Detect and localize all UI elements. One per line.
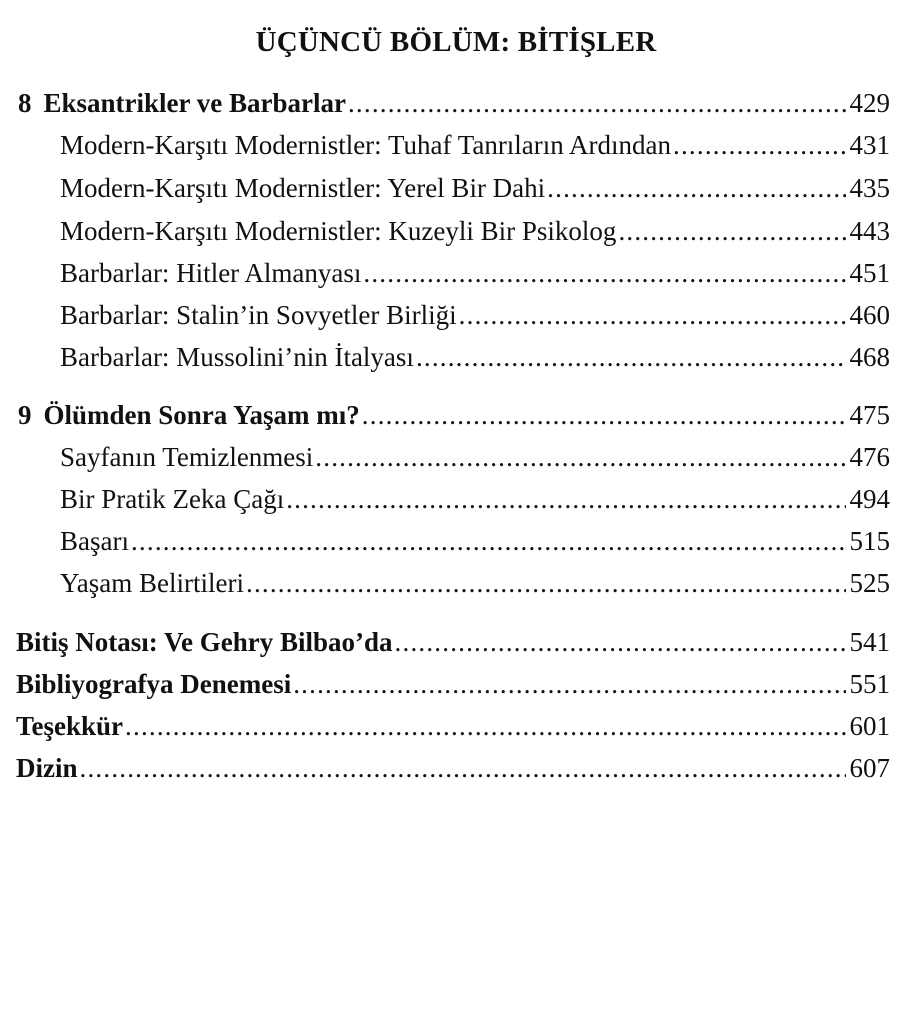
section-page-number: 476 [849, 442, 890, 472]
dot-leader [315, 437, 845, 477]
dot-leader [673, 125, 845, 165]
back-matter-title: Bibliyografya Denemesi [16, 669, 292, 699]
chapter-title: Eksantrikler ve Barbarlar [43, 88, 346, 118]
toc-section[interactable] [60, 211, 890, 251]
dot-leader [618, 211, 845, 251]
back-matter-page-number: 601 [849, 711, 890, 741]
section-title: Bir Pratik Zeka Çağı [60, 484, 285, 514]
section-title: Sayfanın Temizlenmesi [60, 442, 314, 472]
section-title: Barbarlar: Mussolini’nin İtalyası [60, 342, 414, 372]
toc-section[interactable] [60, 295, 890, 335]
dot-leader [246, 563, 846, 603]
back-matter-title: Bitiş Notası: Ve Gehry Bilbao’da [16, 627, 393, 657]
section-page-number: 443 [849, 216, 890, 246]
toc-section[interactable] [60, 437, 890, 477]
section-page-number: 494 [849, 484, 890, 514]
toc-section[interactable] [60, 168, 890, 208]
chapter-page-number: 429 [849, 88, 890, 118]
dot-leader [459, 295, 846, 335]
dot-leader [286, 479, 845, 519]
section-title: Modern-Karşıtı Modernistler: Kuzeyli Bir Psikolog [60, 216, 617, 246]
section-title: Başarı [60, 526, 129, 556]
toc-section[interactable] [60, 521, 890, 561]
back-matter-page-number: 607 [849, 753, 890, 783]
section-page-number: 515 [849, 526, 890, 556]
toc-section[interactable] [60, 479, 890, 519]
dot-leader [348, 83, 846, 123]
section-title: Modern-Karşıtı Modernistler: Yerel Bir Dahi [60, 173, 546, 203]
section-title: Modern-Karşıtı Modernistler: Tuhaf Tanrıların Ardından [60, 130, 672, 160]
toc-section[interactable] [60, 125, 890, 165]
section-page-number: 451 [849, 258, 890, 288]
dot-leader [395, 622, 846, 662]
dot-leader [547, 168, 845, 208]
back-matter-page-number: 551 [849, 669, 890, 699]
dot-leader [131, 521, 846, 561]
dot-leader [362, 395, 846, 435]
section-page-number: 435 [849, 173, 890, 203]
chapter-page-number: 475 [849, 400, 890, 430]
chapter-number: 8 [18, 88, 32, 118]
section-page-number: 431 [849, 130, 890, 160]
toc-back-matter[interactable] [16, 664, 890, 704]
toc-section[interactable] [60, 563, 890, 603]
dot-leader [416, 337, 846, 377]
section-title: Yaşam Belirtileri [60, 568, 244, 598]
chapter-number: 9 [18, 400, 32, 430]
back-matter-title: Teşekkür [16, 711, 124, 741]
toc-chapter-9[interactable] [18, 395, 890, 435]
toc-back-matter[interactable] [16, 622, 890, 662]
dot-leader [125, 706, 845, 746]
section-title: Barbarlar: Hitler Almanyası [60, 258, 362, 288]
toc-chapter-8[interactable] [18, 83, 890, 123]
toc-back-matter[interactable] [16, 706, 890, 746]
toc-back-matter[interactable] [16, 748, 890, 788]
dot-leader [293, 664, 845, 704]
section-title: Barbarlar: Stalin’in Sovyetler Birliği [60, 300, 457, 330]
dot-leader [363, 253, 845, 293]
section-page-number: 460 [849, 300, 890, 330]
back-matter-title: Dizin [16, 753, 78, 783]
toc-section[interactable] [60, 337, 890, 377]
chapter-title: Ölümden Sonra Yaşam mı? [43, 400, 360, 430]
part-title: ÜÇÜNCÜ BÖLÜM: BİTİŞLER [255, 26, 657, 58]
section-page-number: 525 [849, 568, 890, 598]
dot-leader [80, 748, 846, 788]
back-matter-page-number: 541 [849, 627, 890, 657]
section-page-number: 468 [849, 342, 890, 372]
toc-section[interactable] [60, 253, 890, 293]
